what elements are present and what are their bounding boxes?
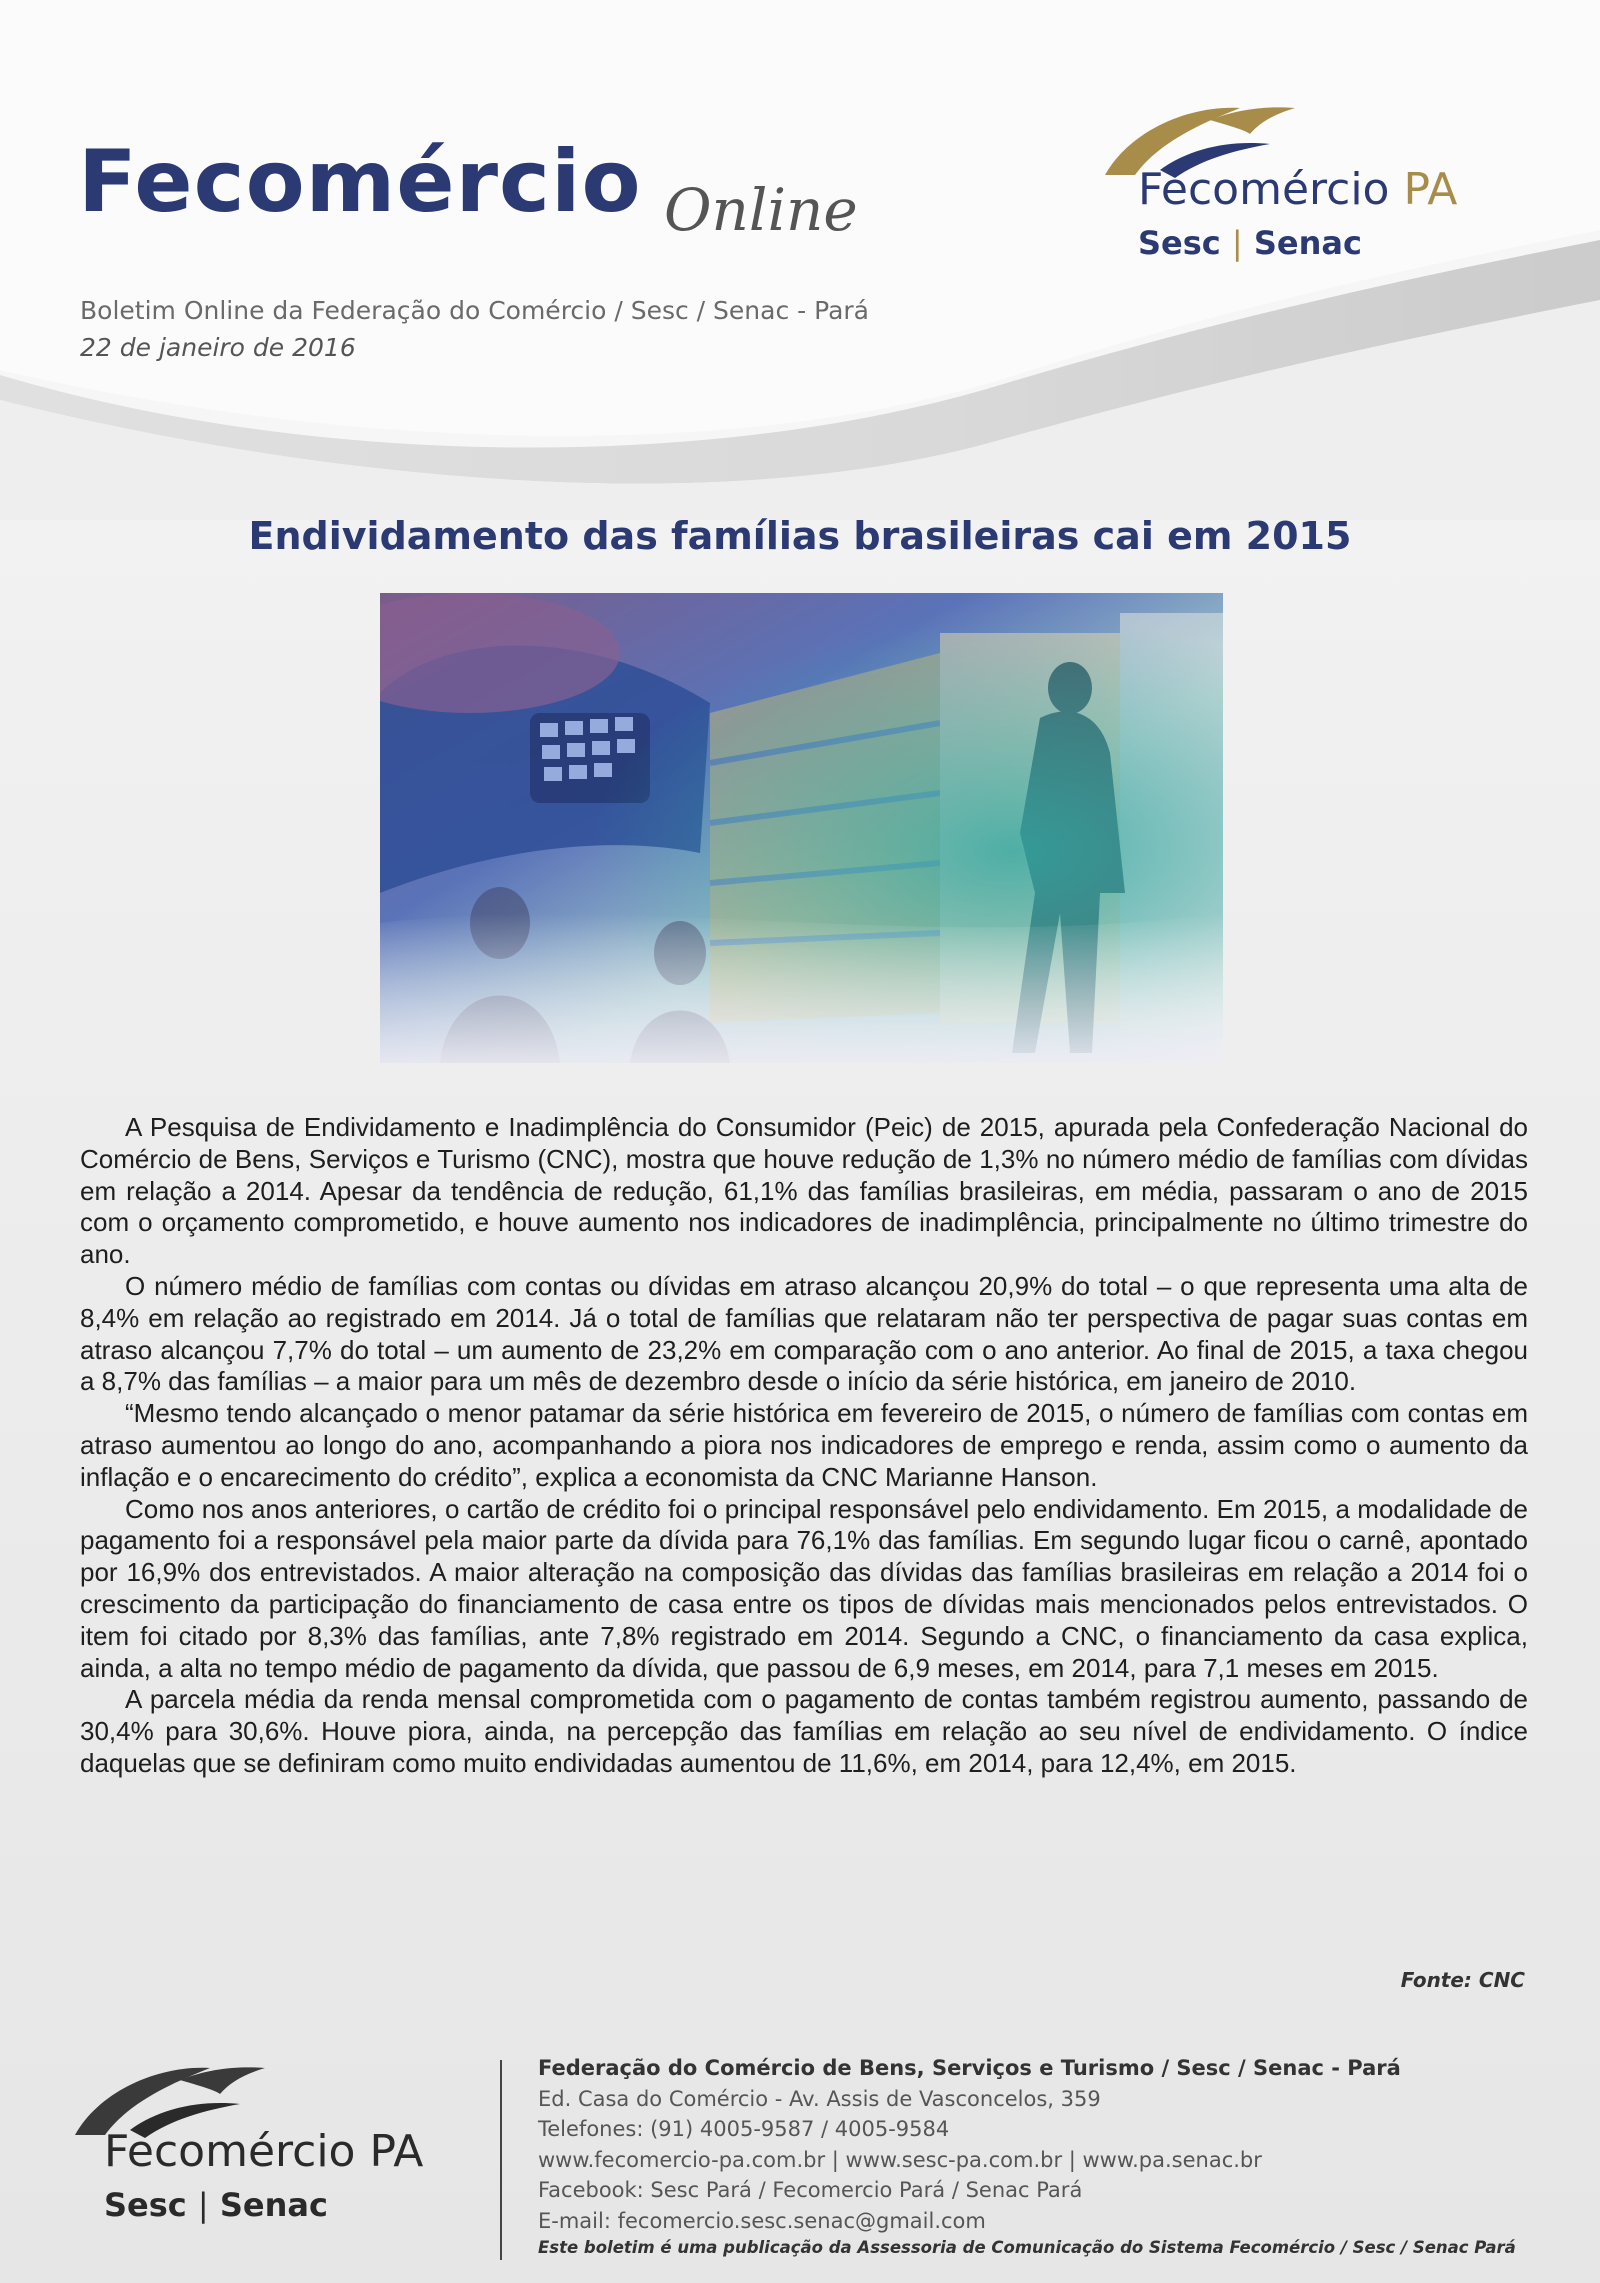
footer-logo-separator: | — [197, 2186, 209, 2224]
article-body — [80, 1112, 1528, 1780]
footer-fecomercio-pa-logo — [70, 2060, 490, 2260]
logo-senac: Senac — [1253, 224, 1362, 262]
article-source: Fonte: CNC — [1400, 1968, 1525, 1992]
logo-name-suffix: PA — [1403, 164, 1458, 215]
footer-contact — [538, 2053, 1548, 2260]
logo-name-main: Fecomércio — [1138, 164, 1390, 215]
article-paragraph: “Mesmo tendo alcançado o menor patamar da série histórica em fevereiro de 2015, o número de famílias com contas em atraso aumentou ao longo do ano, acompanhando a piora nos indicadores de emprego e renda, assim como o aumento da inflação e o encarecimento do crédito”, explica a economista da CNC Marianne Hanson. — [80, 1398, 1528, 1492]
footer-facebook: Facebook: Sesc Pará / Fecomercio Pará / Senac Pará — [538, 2178, 1083, 2202]
footer-divider — [500, 2060, 502, 2260]
logo-separator: | — [1231, 224, 1243, 262]
brand-title: Fecomércio — [78, 132, 642, 232]
bulletin-date: 22 de janeiro de 2016 — [80, 333, 356, 362]
article-paragraph: Como nos anos anteriores, o cartão de crédito foi o principal responsável pelo endividamento. Em 2015, a modalidade de pagamento foi a responsável pela maior parte da dívida para 76,1% das famílias. Em segundo lugar ficou o carnê, apontado por 16,9% dos entrevistados. A maior alteração na composição das dívidas das famílias brasileiras em relação a 2014 foi o crescimento da participação do financiamento de casa entre os tipos de dívidas mais mencionados pelos entrevistados. O item foi citado por 8,3% das famílias, ante 7,8% registrado em 2014. Segundo a CNC, o financiamento da casa explica, ainda, a alta no tempo médio de pagamento da dívida, que passou de 6,9 meses, em 2014, para 7,1 meses em 2015. — [80, 1493, 1528, 1683]
footer-address: Ed. Casa do Comércio - Av. Assis de Vasconcelos, 359 — [538, 2086, 1101, 2111]
footer-logo-sesc: Sesc — [104, 2186, 187, 2224]
fecomercio-pa-logo — [1100, 100, 1520, 270]
logo-sesc: Sesc — [1138, 224, 1221, 262]
footer-publication-note: Este boletim é uma publicação da Assessoria de Comunicação do Sistema Fecomércio / Sesc / Senac Pará — [538, 2238, 1516, 2257]
footer-logo-name — [104, 2126, 423, 2177]
brand-script-online: Online — [664, 176, 858, 244]
article-headline: Endividamento das famílias brasileiras cai em 2015 — [248, 514, 1352, 558]
footer-logo-name-suffix: PA — [369, 2126, 424, 2177]
article-paragraph: A Pesquisa de Endividamento e Inadimplência do Consumidor (Peic) de 2015, apurada pela Confederação Nacional do Comércio de Bens, Serviços e Turismo (CNC), mostra que houve redução de 1,3% no número médio de famílias com dívidas em relação a 2014. Apesar da tendência de redução, 61,1% das famílias brasileiras, em média, passaram o ano de 2015 com o orçamento comprometido, e houve aumento nos indicadores de inadimplência, principalmente no último trimestre do ano. — [80, 1112, 1528, 1270]
footer-organization: Federação do Comércio de Bens, Serviços e Turismo / Sesc / Senac - Pará — [538, 2056, 1401, 2080]
bulletin-subtitle: Boletim Online da Federação do Comércio / Sesc / Senac - Pará — [80, 296, 870, 325]
footer-phones: Telefones: (91) 4005-9587 / 4005-9584 — [538, 2117, 950, 2141]
footer-logo-senac: Senac — [219, 2186, 328, 2224]
logo-subbrands — [1138, 224, 1362, 262]
supermarket-photo — [380, 593, 1223, 1063]
article-paragraph: O número médio de famílias com contas ou dívidas em atraso alcançou 20,9% do total – o que representa uma alta de 8,4% em relação ao registrado em 2014. Já o total de famílias que relataram não ter perspectiva de pagar suas contas em atraso alcançou 7,7% do total – um aumento de 23,2% em comparação com o ano anterior. Ao final de 2015, a taxa chegou a 8,7% das famílias – a maior para um mês de dezembro desde o início da série histórica, em janeiro de 2010. — [80, 1270, 1528, 1397]
footer-logo-subbrands — [104, 2186, 328, 2224]
footer-email[interactable]: E-mail: fecomercio.sesc.senac@gmail.com — [538, 2208, 986, 2233]
footer-websites[interactable]: www.fecomercio-pa.com.br | www.sesc-pa.com.br | www.pa.senac.br — [538, 2147, 1262, 2172]
article-paragraph: A parcela média da renda mensal comprometida com o pagamento de contas também registrou aumento, passando de 30,4% para 30,6%. Houve piora, ainda, na percepção das famílias em relação ao seu nível de endividamento. O índice daquelas que se definiram como muito endividadas aumentou de 11,6%, em 2014, para 12,4%, em 2015. — [80, 1684, 1528, 1778]
logo-name — [1138, 164, 1457, 215]
footer-logo-name-main: Fecomércio — [104, 2126, 356, 2177]
